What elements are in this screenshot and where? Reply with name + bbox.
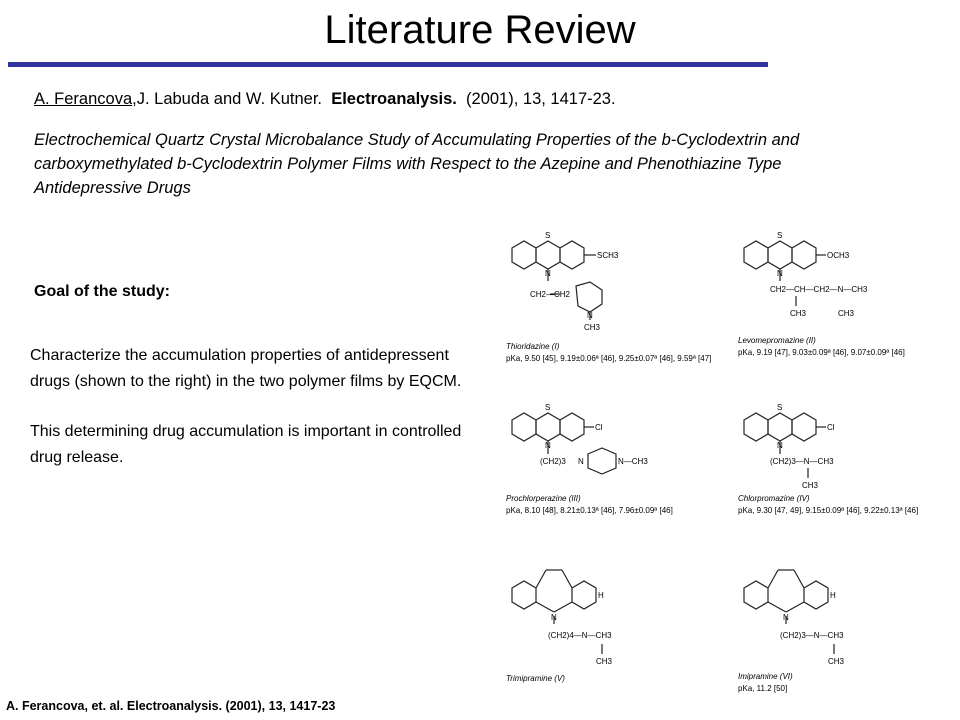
substituent-label: H bbox=[830, 591, 836, 600]
sidechain-label: (CH2)3—N—CH3 bbox=[780, 631, 844, 640]
ring-nitrogen-label: N bbox=[545, 441, 551, 450]
substituent-label: OCH3 bbox=[827, 251, 850, 260]
molecule-trimipramine bbox=[498, 558, 728, 716]
amine-label: N bbox=[578, 457, 584, 466]
title-underline bbox=[8, 62, 768, 67]
sidechain-label: (CH2)4—N—CH3 bbox=[548, 631, 612, 640]
goal-paragraph-2: This determining drug accumulation is important in controlled drug release. bbox=[30, 423, 462, 466]
ring-nitrogen-label: N bbox=[551, 613, 557, 622]
thioridazine-structure bbox=[498, 226, 728, 338]
ring-sulfur-label: S bbox=[777, 231, 783, 240]
substituent-label: H bbox=[598, 591, 604, 600]
levomepromazine-structure bbox=[730, 226, 960, 338]
amine-substituent-label: CH3 bbox=[596, 657, 613, 666]
molecule-prochlorperazine bbox=[498, 398, 728, 556]
molecule-pka: pKa, 11.2 [50] bbox=[738, 684, 788, 693]
amine-substituent-label: CH3 bbox=[802, 481, 819, 490]
molecule-pka: pKa, 8.10 [48], 8.21±0.13ª [46], 7.96±0.09ª [46] bbox=[506, 506, 673, 515]
citation-details: (2001), 13, 1417-23. bbox=[466, 90, 616, 108]
imipramine-structure bbox=[730, 558, 960, 670]
molecule-imipramine bbox=[730, 558, 960, 716]
citation-authors-underlined: A. Ferancova bbox=[34, 90, 133, 108]
ring-sulfur-label: S bbox=[777, 403, 783, 412]
citation-authors-rest: ,J. Labuda and W. Kutner. bbox=[132, 90, 323, 108]
substituent-label: Cl bbox=[827, 423, 835, 432]
sidechain-label: CH2—CH—CH2—N—CH3 bbox=[770, 285, 868, 294]
ring-sulfur-label: S bbox=[545, 403, 551, 412]
molecule-name: Thioridazine (I) bbox=[506, 342, 560, 351]
amine-substituent-label: CH3 bbox=[584, 323, 601, 332]
footer-citation: A. Ferancova, et. al. Electroanalysis. (2001), 13, 1417-23 bbox=[6, 699, 336, 713]
molecule-thioridazine bbox=[498, 226, 728, 384]
sidechain-label: (CH2)3 bbox=[540, 457, 566, 466]
sidechain-label: (CH2)3—N—CH3 bbox=[770, 457, 834, 466]
molecule-pka: pKa, 9.30 [47, 49], 9.15±0.09ª [46], 9.22±0.13ª [46] bbox=[738, 506, 919, 515]
amine-substituent-label: N—CH3 bbox=[618, 457, 648, 466]
trimipramine-structure bbox=[498, 558, 728, 670]
molecule-name: Trimipramine (V) bbox=[506, 674, 565, 683]
ring-nitrogen-label: N bbox=[783, 613, 789, 622]
amine-substituent-label: CH3 bbox=[828, 657, 845, 666]
amine-label: N bbox=[587, 311, 593, 320]
molecule-chlorpromazine bbox=[730, 398, 960, 556]
ring-nitrogen-label: N bbox=[777, 441, 783, 450]
ring-sulfur-label: S bbox=[545, 231, 551, 240]
branch-label: CH3 bbox=[790, 309, 807, 318]
goal-text bbox=[30, 343, 490, 495]
substituent-label: Cl bbox=[595, 423, 603, 432]
molecule-name: Levomepromazine (II) bbox=[738, 336, 816, 345]
drug-structures-figure bbox=[498, 226, 960, 704]
molecule-levomepromazine bbox=[730, 226, 960, 384]
citation-line bbox=[34, 90, 616, 109]
prochlorperazine-structure bbox=[498, 398, 728, 498]
chlorpromazine-structure bbox=[730, 398, 960, 498]
amine-substituent-label: CH3 bbox=[838, 309, 855, 318]
molecule-pka: pKa, 9.50 [45], 9.19±0.06ª [46], 9.25±0.07ª [46], 9.59ª [47] bbox=[506, 354, 712, 363]
ring-nitrogen-label: N bbox=[777, 269, 783, 278]
citation-journal: Electroanalysis. bbox=[331, 90, 457, 108]
molecule-name: Prochlorperazine (III) bbox=[506, 494, 581, 503]
substituent-label: SCH3 bbox=[597, 251, 619, 260]
molecule-name: Chlorpromazine (IV) bbox=[738, 494, 810, 503]
slide-title: Literature Review bbox=[324, 8, 636, 52]
molecule-name: Imipramine (VI) bbox=[738, 672, 793, 681]
ring-nitrogen-label: N bbox=[545, 269, 551, 278]
sidechain-label: CH2—CH2 bbox=[530, 290, 571, 299]
molecule-pka: pKa, 9.19 [47], 9.03±0.09ª [46], 9.07±0.09ª [46] bbox=[738, 348, 905, 357]
goal-paragraph-1: Characterize the accumulation properties of antidepressent drugs (shown to the right) in the two polymer films by EQCM. bbox=[30, 347, 462, 390]
paper-title: Electrochemical Quartz Crystal Microbalance Study of Accumulating Properties of the b-Cyclodextrin and carboxymethylated b-Cyclodextrin Polymer Films with Respect to the Azepine and Phenothiazine Type Antidepressive Drugs bbox=[34, 131, 800, 197]
goal-heading: Goal of the study: bbox=[34, 283, 170, 300]
